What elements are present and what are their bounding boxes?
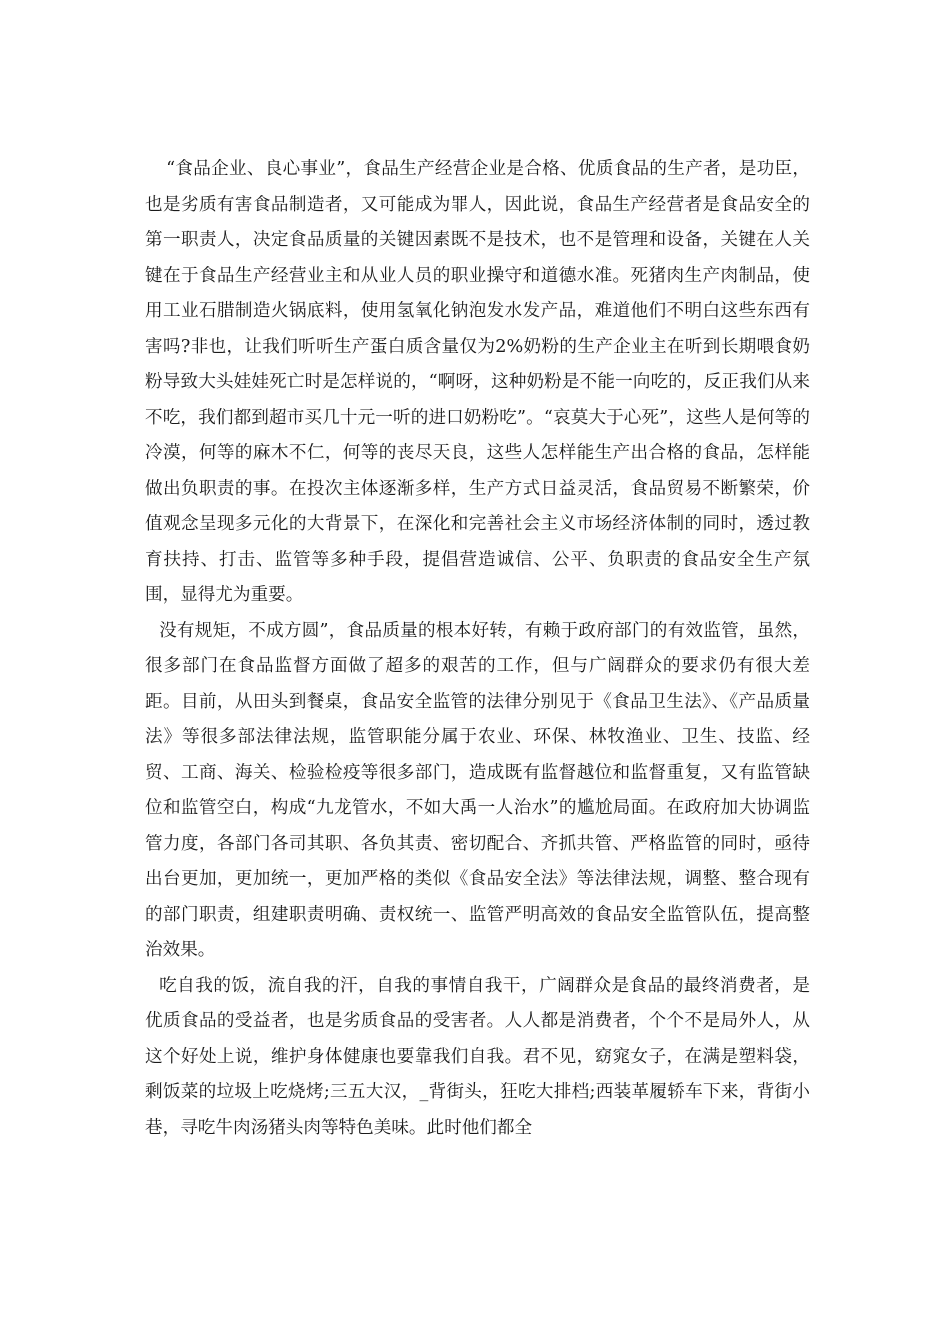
paragraph-3: 吃自我的饭，流自我的汗，自我的事情自我干，广阔群众是食品的最终消费者，是优质食品的受益者，也是劣质食品的受害者。人人都是消费者，个个不是局外人，从这个好处上说，维护身体健康也要靠我们自我。君不见，窈窕女子，在满是塑料袋，剩饭菜的垃圾上吃烧烤;三五大汉，_背街头，狂吃大排档;西装革履轿车下来，背街小巷，寻吃牛肉汤猪头肉等特色美味。此时他们都全 xyxy=(145,975,810,1138)
document-body xyxy=(145,152,810,1146)
paragraph-1: “食品企业、良心事业”，食品生产经营企业是合格、优质食品的生产者，是功臣，也是劣质有害食品制造者，又可能成为罪人，因此说，食品生产经营者是食品安全的第一职责人，决定食品质量的关键因素既不是技术，也不是管理和设备，关键在人关键在于食品生产经营业主和从业人员的职业操守和道德水准。死猪肉生产肉制品，使用工业石腊制造火锅底料，使用氢氧化钠泡发水发产品，难道他们不明白这些东西有害吗?非也，让我们听听生产蛋白质含量仅为2%奶粉的生产企业主在听到长期喂食奶粉导致大头娃娃死亡时是怎样说的，“啊呀，这种奶粉是不能一向吃的，反正我们从来不吃，我们都到超市买几十元一听的进口奶粉吃”。“哀莫大于心死”，这些人是何等的冷漠，何等的麻木不仁，何等的丧尽天良，这些人怎样能生产出合格的食品，怎样能做出负职责的事。在投次主体逐渐多样，生产方式日益灵活，食品贸易不断繁荣，价值观念呈现多元化的大背景下，在深化和完善社会主义市场经济体制的同时，透过教育扶持、打击、监管等多种手段，提倡营造诚信、公平、负职责的食品安全生产氛围，显得尤为重要。 xyxy=(145,159,810,605)
paragraph-2: 没有规矩，不成方圆”，食品质量的根本好转，有赖于政府部门的有效监管，虽然，很多部门在食品监督方面做了超多的艰苦的工作，但与广阔群众的要求仍有很大差距。目前，从田头到餐桌，食品安全监管的法律分别见于《食品卫生法》、《产品质量法》等很多部法律法规，监管职能分属于农业、环保、林牧渔业、卫生、技监、经贸、工商、海关、检验检疫等很多部门，造成既有监督越位和监督重复，又有监管缺位和监管空白，构成“九龙管水，不如大禹一人治水”的尴尬局面。在政府加大协调监管力度，各部门各司其职、各负其责、密切配合、齐抓共管、严格监管的同时，亟待出台更加，更加统一，更加严格的类似《食品安全法》等法律法规，调整、整合现有的部门职责，组建职责明确、责权统一、监管严明高效的食品安全监管队伍，提高整治效果。 xyxy=(145,620,810,960)
